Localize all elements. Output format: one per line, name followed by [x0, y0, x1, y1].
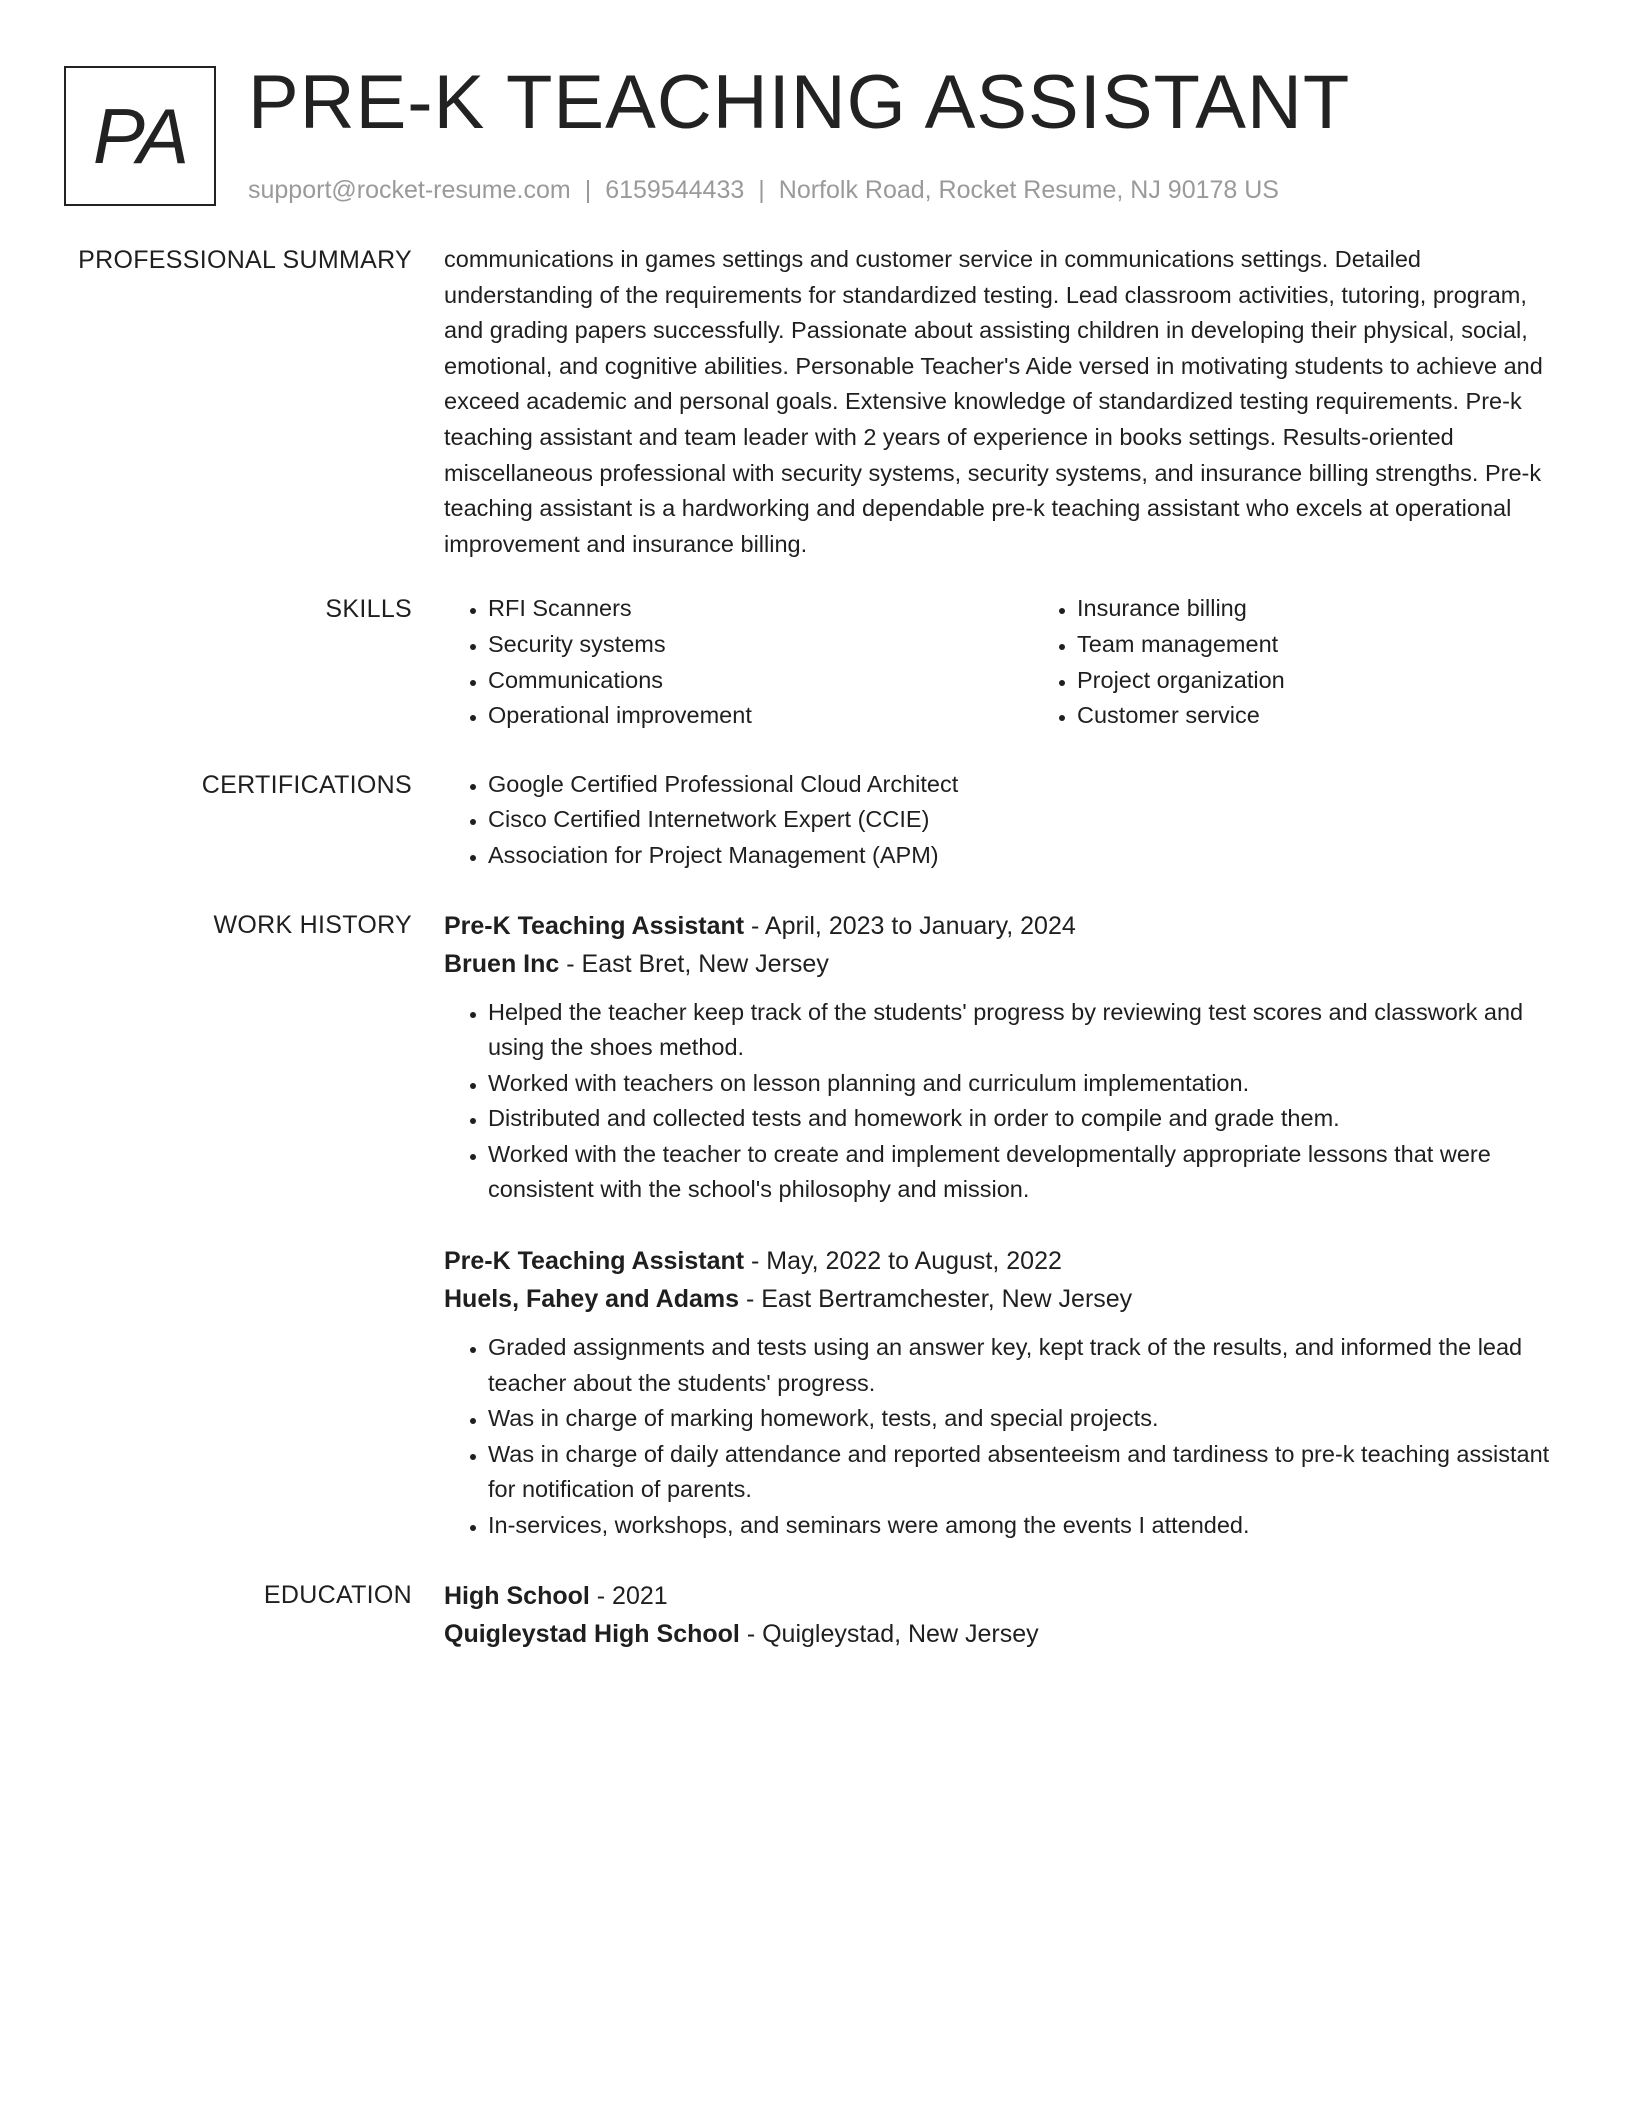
certification-item: • Cisco Certified Internetwork Expert (CCIE) — [488, 802, 1568, 838]
header-text — [248, 60, 1351, 206]
education-degree-line — [444, 1577, 1568, 1615]
skills-grid — [444, 591, 1568, 733]
certifications-list — [444, 767, 1568, 874]
skill-item: • Team management — [1077, 627, 1622, 663]
job-company: Bruen Inc — [444, 949, 560, 978]
job-duty: • Distributed and collected tests and homework in order to compile and grade them. — [488, 1101, 1568, 1137]
education-location: - Quigleystad, New Jersey — [739, 1619, 1039, 1648]
skill-item: • Operational improvement — [488, 698, 1033, 734]
job-entry — [444, 907, 1568, 1209]
monogram-initials: PA — [92, 91, 188, 180]
skill-item: • RFI Scanners — [488, 591, 1033, 627]
contact-separator: | — [584, 176, 592, 204]
summary-text: communications in games settings and customer service in communications settings. Detailed understanding of the requirements for standardized testing. Lead classroom activities, tutoring, program, and grading papers successfully. Passionate about assisting children in developing their physical, social, emotional, and cognitive abilities. Personable Teacher's Aide versed in motivating students to achieve and exceed academic and personal goals. Extensive knowledge of standardized testing requirements. Pre-k teaching assistant and team leader with 2 years of experience in books settings. Results-oriented miscellaneous professional with security systems, security systems, and insurance billing strengths. Pre-k teaching assistant is a hardworking and dependable pre-k teaching assistant who excels at operational improvement and insurance billing. — [444, 246, 1543, 557]
job-duty: • Graded assignments and tests using an answer key, kept track of the results, and informed the lead teacher about the students' progress. — [488, 1330, 1568, 1401]
skill-item: • Insurance billing — [1077, 591, 1622, 627]
education-year: - 2021 — [589, 1581, 668, 1610]
skill-item: • Security systems — [488, 627, 1033, 663]
skill-item: • Customer service — [1077, 698, 1622, 734]
job-title: Pre-K Teaching Assistant — [444, 1247, 745, 1276]
job-company: Huels, Fahey and Adams — [444, 1285, 739, 1314]
section-label: EDUCATION — [263, 1580, 412, 1609]
skill-item: • Communications — [488, 663, 1033, 699]
job-duty: • In-services, workshops, and seminars were among the events I attended. — [488, 1508, 1568, 1544]
section-label: WORK HISTORY — [213, 910, 412, 939]
contact-line — [248, 174, 1350, 206]
resume-name: PRE-K TEACHING ASSISTANT — [248, 60, 1351, 145]
job-duty: • Was in charge of daily attendance and reported absenteeism and tardiness to pre-k teaching assistant for notification of parents. — [488, 1437, 1568, 1508]
section-professional-summary — [64, 242, 1568, 562]
job-location: - East Bertramchester, New Jersey — [739, 1285, 1133, 1314]
education-body — [444, 1577, 1568, 1653]
job-duty: • Worked with teachers on lesson planning and curriculum implementation. — [488, 1066, 1568, 1102]
contact-phone: 6159544433 — [605, 176, 745, 204]
certifications-body — [444, 767, 1568, 874]
section-education — [64, 1577, 1568, 1653]
contact-address: Norfolk Road, Rocket Resume, NJ 90178 US — [778, 176, 1279, 204]
job-duties-list — [444, 995, 1568, 1209]
skills-list-right — [1033, 591, 1622, 733]
job-dates: - April, 2023 to January, 2024 — [744, 911, 1076, 940]
job-duty: • Worked with the teacher to create and implement developmentally appropriate lessons that were consistent with the school's philosophy and mission. — [488, 1137, 1568, 1208]
job-title-line — [444, 1242, 1568, 1280]
section-label: PROFESSIONAL SUMMARY — [78, 246, 412, 274]
job-entry — [444, 1242, 1568, 1544]
job-company-line — [444, 945, 1568, 983]
job-company-line — [444, 1280, 1568, 1318]
resume-header — [64, 60, 1568, 206]
contact-email: support@rocket-resume.com — [248, 176, 571, 204]
certification-item: • Google Certified Professional Cloud Architect — [488, 767, 1568, 803]
section-work-history — [64, 907, 1568, 1544]
education-school: Quigleystad High School — [444, 1619, 740, 1648]
job-title: Pre-K Teaching Assistant — [444, 911, 745, 940]
section-label: SKILLS — [325, 595, 412, 624]
section-certifications — [64, 767, 1568, 874]
education-school-line — [444, 1615, 1568, 1653]
job-dates: - May, 2022 to August, 2022 — [744, 1247, 1062, 1276]
education-degree: High School — [444, 1581, 590, 1610]
job-title-line — [444, 907, 1568, 945]
job-duty: • Was in charge of marking homework, tests, and special projects. — [488, 1401, 1568, 1437]
work-history-body — [444, 907, 1568, 1544]
job-duties-list — [444, 1330, 1568, 1544]
skill-item: • Project organization — [1077, 663, 1622, 699]
section-label: CERTIFICATIONS — [201, 770, 412, 799]
section-skills — [64, 591, 1568, 733]
job-duty: • Helped the teacher keep track of the students' progress by reviewing test scores and classwork and using the shoes method. — [488, 995, 1568, 1066]
contact-separator: | — [758, 176, 765, 204]
monogram-badge — [64, 66, 216, 206]
skills-list-left — [444, 591, 1033, 733]
job-location: - East Bret, New Jersey — [559, 949, 829, 978]
certification-item: • Association for Project Management (APM) — [488, 838, 1568, 874]
